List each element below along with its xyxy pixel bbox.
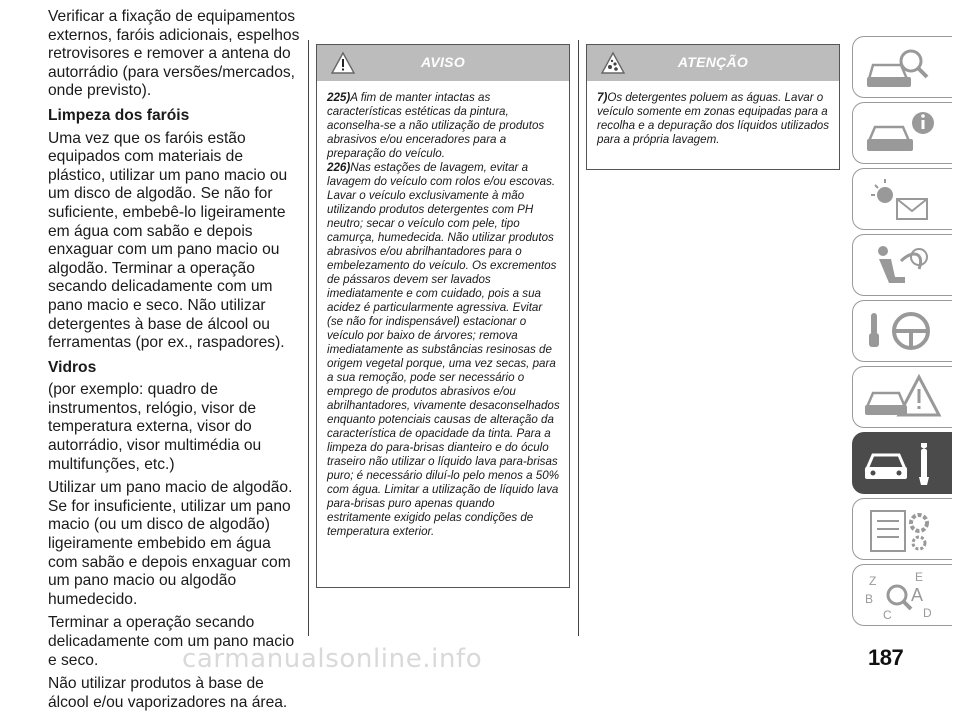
tab-car-info[interactable] (852, 102, 952, 164)
car-info-icon (861, 107, 945, 161)
car-search-icon (861, 41, 945, 95)
glass-paragraph-3: Terminar a operação secando delicadamente com um pano macio e seco. (48, 614, 295, 669)
svg-text:A: A (911, 585, 924, 605)
glass-paragraph-1: (por exemplo: quadro de instrumentos, relógio, visor de temperatura externa, visor do autorrádio, visor multimédia ou multifunções, etc.) (48, 381, 262, 473)
tab-emergency[interactable] (852, 366, 952, 428)
main-text-column (48, 8, 300, 717)
specs-gear-icon (861, 503, 945, 557)
svg-text:E: E (915, 570, 924, 584)
glass-paragraph-4: Não utilizar produtos à base de álcool e/ou vaporizadores na área. (48, 675, 288, 711)
tab-safety[interactable] (852, 234, 952, 296)
svg-text:Z: Z (869, 574, 877, 588)
key-steering-wheel-icon (861, 305, 945, 359)
warning-lights-message-icon (861, 173, 945, 227)
airbag-seat-icon (861, 239, 945, 293)
aviso-body (317, 81, 569, 545)
svg-text:D: D (923, 606, 932, 620)
note-number: 225) (327, 91, 351, 104)
note-number: 7) (597, 91, 608, 104)
svg-text:C: C (883, 608, 892, 622)
aviso-note-225 (327, 91, 561, 161)
atencao-body (587, 81, 839, 153)
watermark: carmanualsonline.info (182, 644, 483, 674)
tab-starting-driving[interactable] (852, 300, 952, 362)
svg-text:B: B (865, 592, 874, 606)
aviso-title: AVISO (420, 54, 466, 70)
atencao-note-7 (597, 91, 831, 147)
note-text: Nas estações de lavagem, evitar a lavagem do veículo com rolos e/ou escovas. Lavar o veículo exclusivamente à mão utilizando produtos detergentes com PH neutro; secar o veículo com pele, tipo camurça, humedecida. Não utilizar produtos abrasivos e/ou abrilhantadores para o embelezamento do veículo. Os excrementos de pássaros devem ser lavados imediatamente e com cuidado, pois a sua acidez é particularmente agressiva. Evitar (se não for indispensável) estacionar o veículo por baixo de árvores; remova imediatamente as substâncias resinosas de origem vegetal porque, uma vez secas, para a sua remoção, pode ser necessário o emprego de produtos abrasivos e/ou abrilhantadores, vivamente desaconselhados enquanto potenciais causas de alteração da característica de opacidade da tinta. Para a limpeza do para-brisas dianteiro e do óculo traseiro não utilizar o líquido lava para-brisas puro; é necessário diluí-lo pelo menos a 50% com água. Limitar a utilização de líquido lava para-brisas puro apenas quando estritamente exigido pelas condições de temperatura exterior. (327, 161, 560, 538)
page-number: 187 (868, 645, 904, 670)
car-warning-triangle-icon (861, 371, 945, 425)
headlights-heading: Limpeza dos faróis (48, 106, 190, 124)
aviso-note-226 (327, 161, 561, 539)
column-divider-right (578, 40, 579, 636)
intro-paragraph: Verificar a fixação de equipamentos externos, faróis adicionais, espelhos retrovisores e remover a antena do autorrádio (para versões/mercados, onde previsto). (48, 8, 300, 100)
atencao-box (586, 44, 840, 170)
note-text: Os detergentes poluem as águas. Lavar o veículo somente em zonas equipadas para a recolha e a depuração dos líquidos utilizados para a própria lavagem. (597, 91, 830, 146)
tab-maintenance-active[interactable] (852, 432, 952, 494)
tab-index[interactable] (852, 564, 952, 626)
note-text: A fim de manter intactas as características estéticas da pintura, aconselha-se a não utilização de produtos abrasivos e/ou enceradores para a preparação do veículo. (327, 91, 545, 160)
aviso-header (317, 45, 569, 81)
atencao-header (587, 45, 839, 81)
glass-paragraph-2: Utilizar um pano macio de algodão. Se for insuficiente, utilizar um pano macio (ou um disco de algodão) ligeiramente embebido em água com sabão e depois enxaguar com um pano macio ou algodão humedecido. (48, 479, 293, 608)
car-wrench-icon (861, 437, 945, 491)
glass-heading: Vidros (48, 358, 97, 376)
tab-car-search[interactable] (852, 36, 952, 98)
aviso-box (316, 44, 570, 588)
column-divider-left (308, 40, 309, 636)
note-number: 226) (327, 161, 351, 174)
headlights-paragraph: Uma vez que os faróis estão equipados com materiais de plástico, utilizar um pano macio ou um disco de algodão. Se não for suficiente, embebê-lo ligeiramente em água com sabão e depois enxaguar com um pano macio ou algodão. Terminar a operação secando delicadamente com um pano macio e seco. Não utilizar detergentes à base de álcool ou ferramentas (por ex., raspadores). (48, 129, 288, 352)
alphabetical-index-icon (861, 569, 945, 623)
atencao-title: ATENÇÃO (677, 54, 749, 70)
tab-warning-lights[interactable] (852, 168, 952, 230)
tab-technical-specs[interactable] (852, 498, 952, 560)
